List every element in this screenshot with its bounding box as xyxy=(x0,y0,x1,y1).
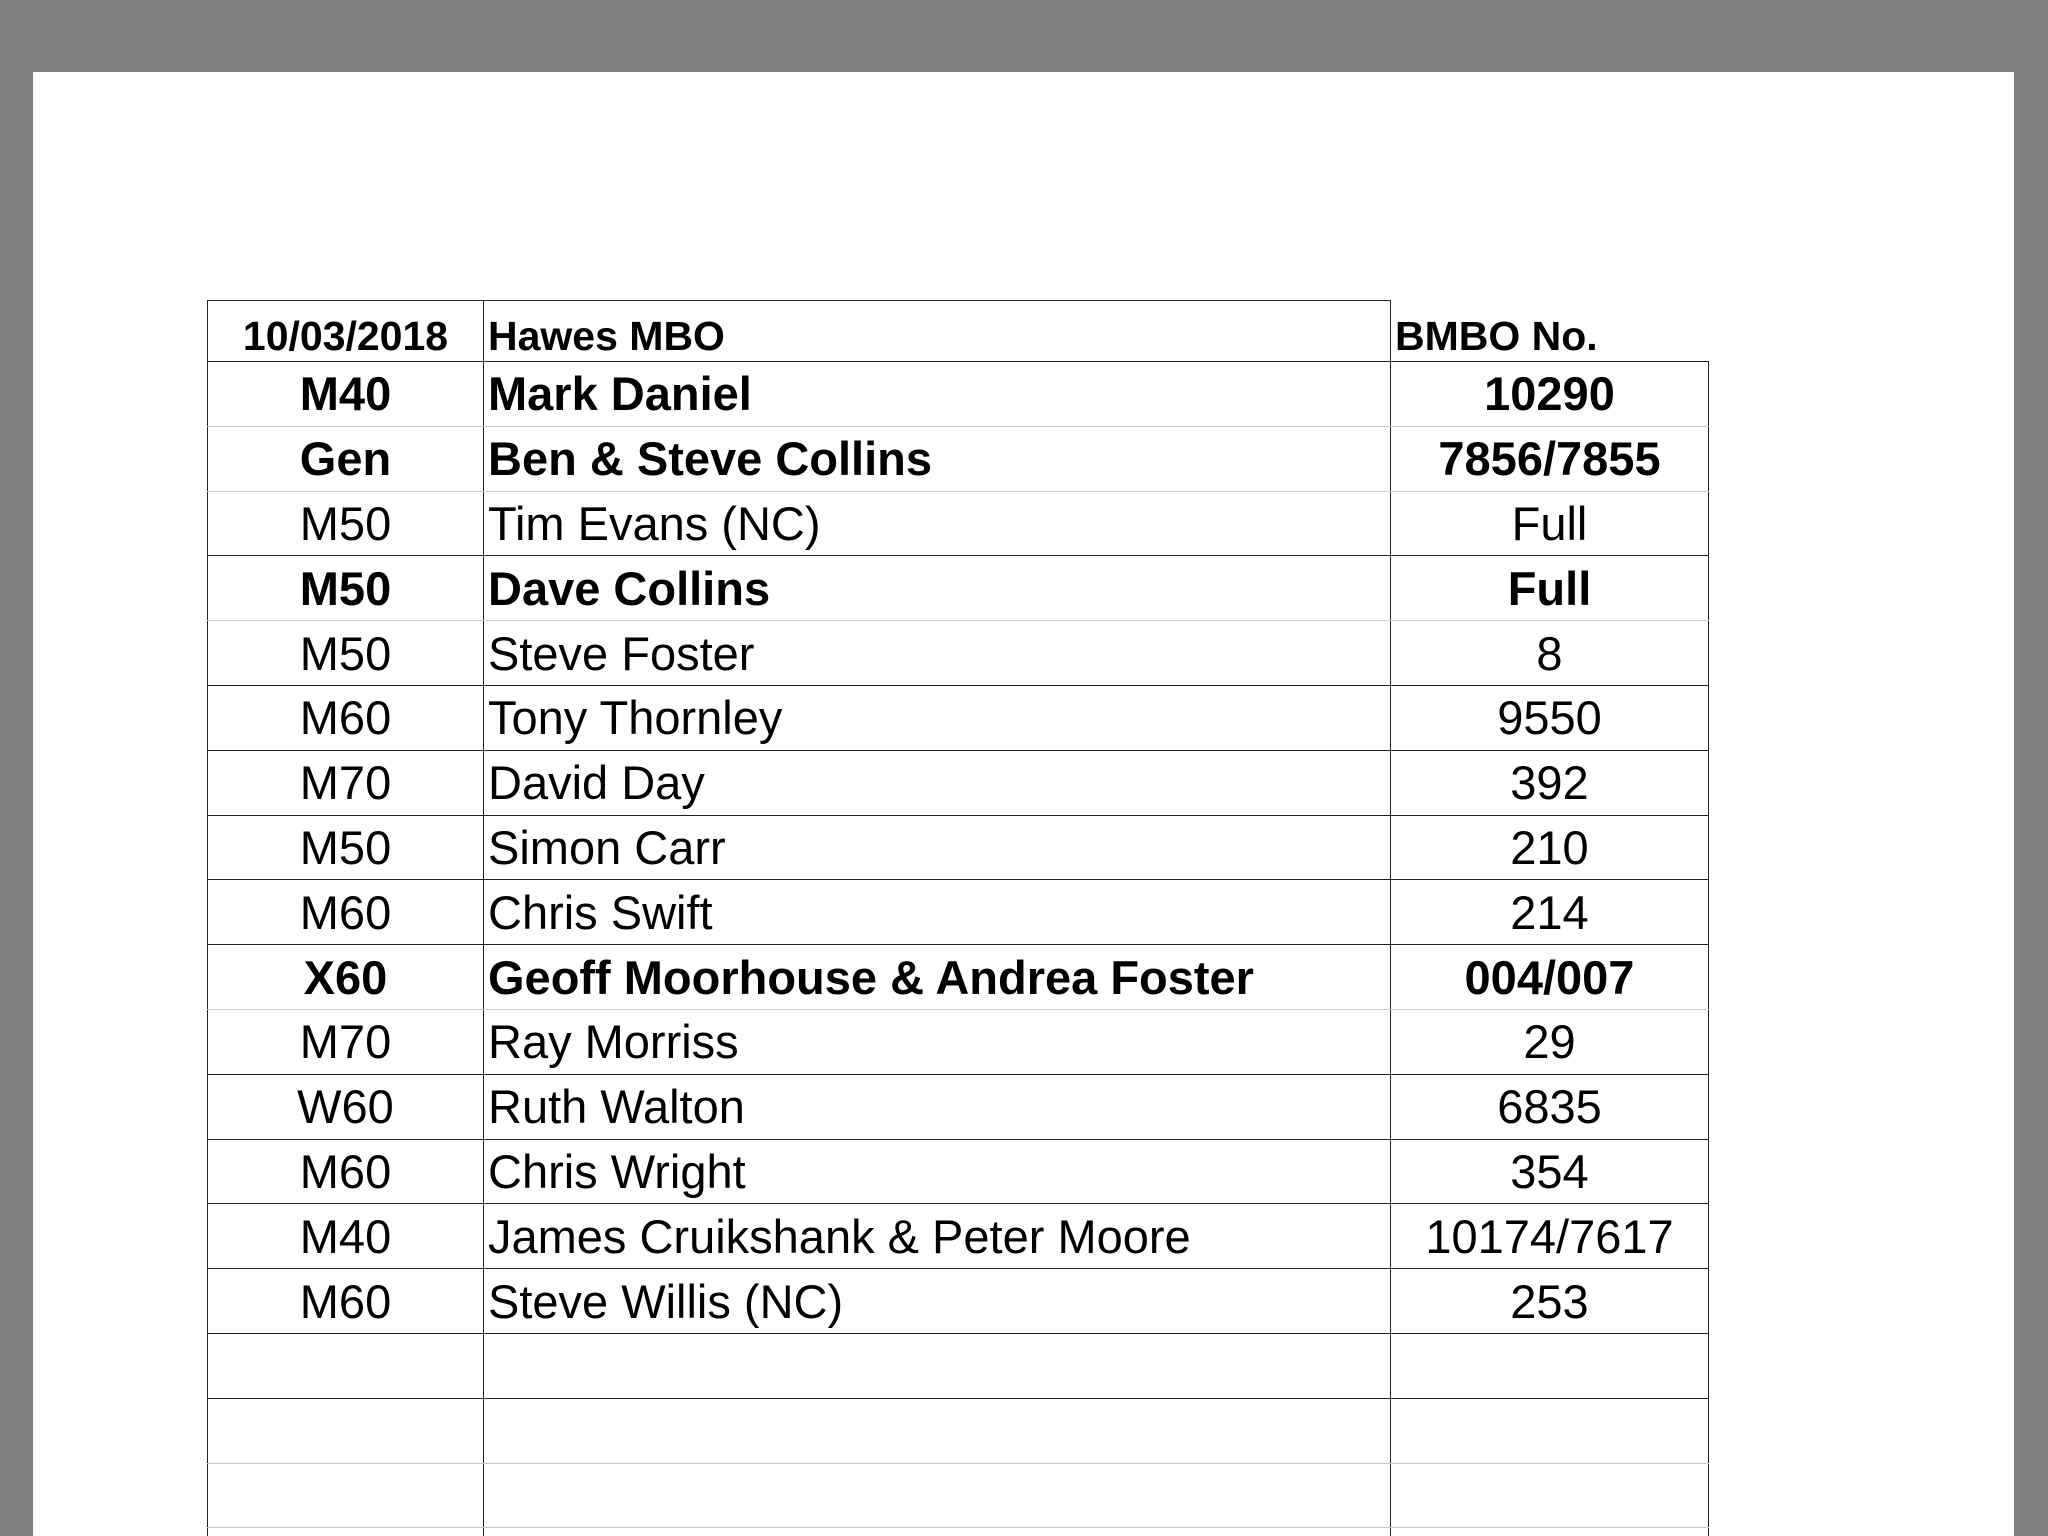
bmbo-number-cell[interactable]: 7856/7855 xyxy=(1391,426,1709,491)
spreadsheet-page xyxy=(33,72,2014,1536)
table-row xyxy=(208,1204,1709,1269)
bmbo-number-cell[interactable]: 253 xyxy=(1391,1269,1709,1334)
entrant-name-cell[interactable]: Dave Collins xyxy=(484,556,1391,621)
entrant-name-cell[interactable]: Mark Daniel xyxy=(484,362,1391,427)
entry-table xyxy=(207,300,1709,1536)
category-cell[interactable]: M60 xyxy=(208,685,484,750)
entrant-name-cell[interactable]: James Cruikshank & Peter Moore xyxy=(484,1204,1391,1269)
table-row xyxy=(208,880,1709,945)
category-cell[interactable]: M50 xyxy=(208,815,484,880)
entrant-name-cell[interactable]: Chris Swift xyxy=(484,880,1391,945)
entrant-name-cell[interactable]: David Day xyxy=(484,750,1391,815)
entry-table-body xyxy=(208,301,1709,1536)
table-row xyxy=(208,1528,1709,1536)
category-cell[interactable]: M60 xyxy=(208,1269,484,1334)
category-cell[interactable]: M50 xyxy=(208,556,484,621)
bmbo-number-cell[interactable]: 004/007 xyxy=(1391,945,1709,1010)
entrant-name-cell[interactable] xyxy=(484,1398,1391,1463)
bmbo-number-cell[interactable] xyxy=(1391,1333,1709,1398)
bmbo-number-cell[interactable]: 210 xyxy=(1391,815,1709,880)
table-row xyxy=(208,1333,1709,1398)
bmbo-number-cell[interactable]: Full xyxy=(1391,556,1709,621)
entrant-name-cell[interactable]: Ray Morriss xyxy=(484,1009,1391,1074)
table-row xyxy=(208,945,1709,1010)
category-cell[interactable]: M60 xyxy=(208,880,484,945)
entrant-name-cell[interactable] xyxy=(484,1333,1391,1398)
table-row xyxy=(208,362,1709,427)
table-row xyxy=(208,556,1709,621)
category-cell[interactable] xyxy=(208,1528,484,1536)
table-row xyxy=(208,1398,1709,1463)
table-row xyxy=(208,491,1709,556)
entrant-name-cell[interactable]: Chris Wright xyxy=(484,1139,1391,1204)
bmbo-number-cell[interactable]: 354 xyxy=(1391,1139,1709,1204)
bmbo-number-cell[interactable] xyxy=(1391,1463,1709,1528)
category-cell[interactable] xyxy=(208,1333,484,1398)
category-cell[interactable]: Gen xyxy=(208,426,484,491)
table-row xyxy=(208,1463,1709,1528)
bmbo-number-cell[interactable] xyxy=(1391,1528,1709,1536)
bmbo-number-cell[interactable]: 392 xyxy=(1391,750,1709,815)
header-row xyxy=(208,301,1709,362)
category-cell[interactable]: M60 xyxy=(208,1139,484,1204)
category-cell[interactable]: M70 xyxy=(208,1009,484,1074)
entrant-name-cell[interactable]: Tony Thornley xyxy=(484,685,1391,750)
entrant-name-cell[interactable]: Tim Evans (NC) xyxy=(484,491,1391,556)
table-row xyxy=(208,621,1709,686)
bmbo-number-cell[interactable]: Full xyxy=(1391,491,1709,556)
bmbo-number-cell[interactable]: 9550 xyxy=(1391,685,1709,750)
bmbo-number-cell[interactable]: 29 xyxy=(1391,1009,1709,1074)
category-cell[interactable] xyxy=(208,1463,484,1528)
entrant-name-cell[interactable]: Ben & Steve Collins xyxy=(484,426,1391,491)
entrant-name-cell[interactable] xyxy=(484,1528,1391,1536)
category-cell[interactable]: M40 xyxy=(208,362,484,427)
bmbo-number-cell[interactable]: 214 xyxy=(1391,880,1709,945)
table-row xyxy=(208,685,1709,750)
number-label-cell[interactable]: BMBO No. xyxy=(1391,301,1709,362)
entrant-name-cell[interactable]: Simon Carr xyxy=(484,815,1391,880)
category-cell[interactable]: M40 xyxy=(208,1204,484,1269)
category-cell[interactable]: M50 xyxy=(208,491,484,556)
entrant-name-cell[interactable]: Steve Foster xyxy=(484,621,1391,686)
table-row xyxy=(208,750,1709,815)
table-row xyxy=(208,1269,1709,1334)
entrant-name-cell[interactable]: Ruth Walton xyxy=(484,1074,1391,1139)
bmbo-number-cell[interactable] xyxy=(1391,1398,1709,1463)
category-cell[interactable] xyxy=(208,1398,484,1463)
bmbo-number-cell[interactable]: 8 xyxy=(1391,621,1709,686)
category-cell[interactable]: X60 xyxy=(208,945,484,1010)
table-row xyxy=(208,1009,1709,1074)
event-name-cell[interactable]: Hawes MBO xyxy=(484,301,1391,362)
event-date-cell[interactable]: 10/03/2018 xyxy=(208,301,484,362)
entrant-name-cell[interactable]: Geoff Moorhouse & Andrea Foster xyxy=(484,945,1391,1010)
table-row xyxy=(208,426,1709,491)
table-row xyxy=(208,1139,1709,1204)
category-cell[interactable]: W60 xyxy=(208,1074,484,1139)
bmbo-number-cell[interactable]: 10290 xyxy=(1391,362,1709,427)
category-cell[interactable]: M50 xyxy=(208,621,484,686)
entrant-name-cell[interactable]: Steve Willis (NC) xyxy=(484,1269,1391,1334)
bmbo-number-cell[interactable]: 6835 xyxy=(1391,1074,1709,1139)
entrant-name-cell[interactable] xyxy=(484,1463,1391,1528)
category-cell[interactable]: M70 xyxy=(208,750,484,815)
table-row xyxy=(208,815,1709,880)
table-row xyxy=(208,1074,1709,1139)
bmbo-number-cell[interactable]: 10174/7617 xyxy=(1391,1204,1709,1269)
